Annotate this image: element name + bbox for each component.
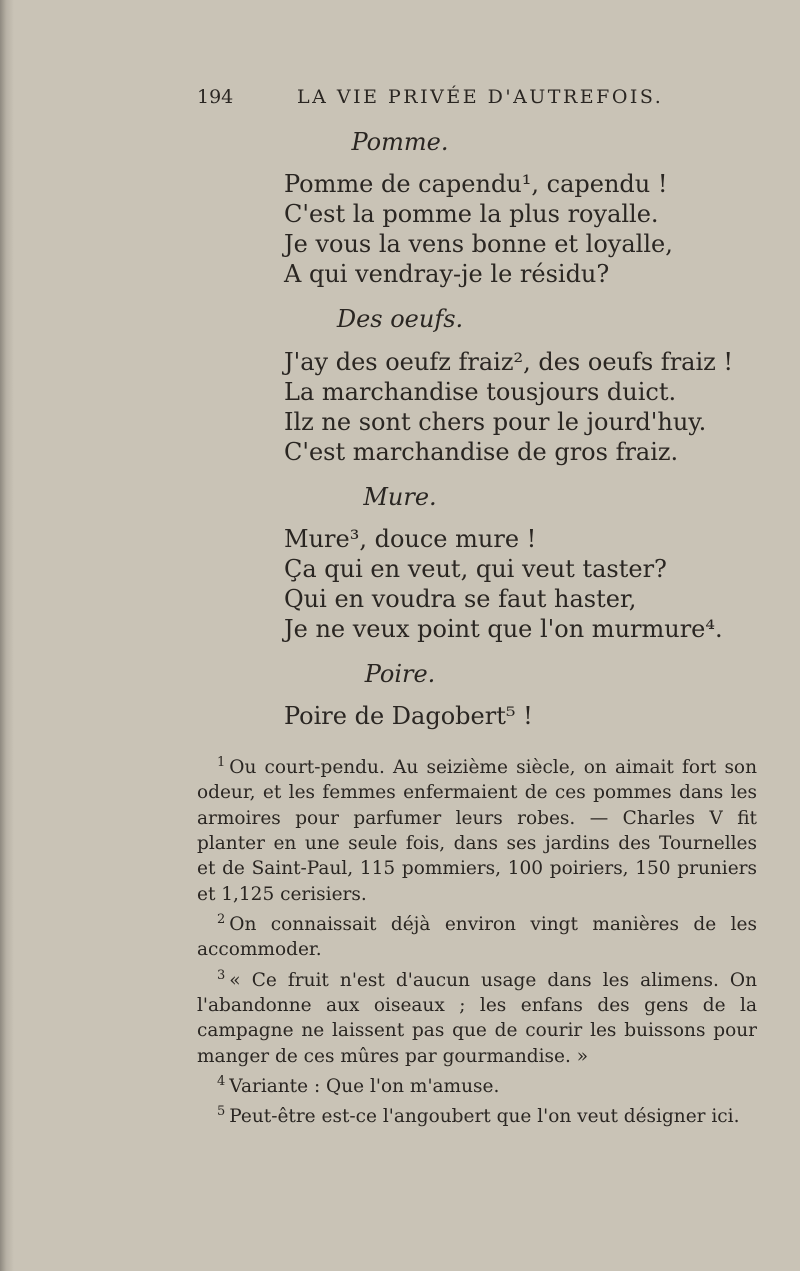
footnote-number: 5 [217, 1104, 226, 1120]
poem-title-pomme: Pomme. [351, 128, 449, 156]
footnote-text: Variante : Que l'on m'amuse. [229, 1076, 500, 1098]
footnote-text: Ou court-pendu. Au seizième siècle, on aimait fort son odeur, et les femmes enfermaient de ces pommes dans les armoires pour parfumer leurs robes. — Charles V fit planter en une seule fois, dans ses jardins des Tournelles et de Saint-Paul, 115 pommiers, 100 poiriers, 150 pruniers et 1,125 cerisiers. [197, 757, 757, 905]
page-number: 194 [197, 86, 234, 108]
poem-pomme [284, 169, 673, 289]
footnote-1 [197, 750, 757, 907]
verse-line: Pomme de capendu¹, capendu ! [284, 170, 668, 198]
running-header [197, 86, 664, 116]
footnote-5 [197, 1099, 757, 1129]
verse-line: C'est la pomme la plus royalle. [284, 200, 659, 228]
poem-oeufs [284, 347, 733, 467]
footnote-number: 4 [217, 1074, 226, 1090]
poem-title-oeufs: Des oeufs. [336, 305, 464, 333]
verse-line: Poire de Dagobert⁵ ! [284, 702, 533, 730]
footnote-4 [197, 1069, 757, 1099]
verse-line: Ça qui en veut, qui veut taster? [284, 555, 667, 583]
footnote-text: Peut-être est-ce l'angoubert que l'on veut désigner ici. [229, 1106, 740, 1128]
footnote-number: 1 [217, 755, 226, 770]
footnote-text: « Ce fruit n'est d'aucun usage dans les alimens. On l'abandonne aux oiseaux ; les enfans des gens de la campagne ne laissent pas que de courir les buissons pour manger de ces mûres par gourmandise. » [197, 969, 757, 1067]
footnote-number: 3 [217, 967, 226, 983]
footnote-number: 2 [217, 911, 226, 927]
verse-line: Qui en voudra se faut haster, [284, 585, 637, 613]
footnotes [197, 750, 757, 1130]
verse-line: La marchandise tousjours duict. [284, 378, 677, 406]
verse-line: A qui vendray-je le résidu? [284, 260, 610, 288]
running-title: LA VIE PRIVÉE D'AUTREFOIS. [297, 86, 664, 108]
poem-mure [284, 524, 723, 644]
poem-poire [284, 701, 533, 731]
book-spine-shadow [0, 0, 14, 1271]
footnote-text: On connaissait déjà environ vingt manières de les accommoder. [197, 914, 757, 961]
poem-title-mure: Mure. [363, 483, 437, 511]
verse-line: J'ay des oeufz fraiz², des oeufs fraiz ! [284, 348, 734, 376]
verse-line: Mure³, douce mure ! [284, 525, 537, 553]
footnote-3 [197, 963, 757, 1069]
verse-line: Je ne veux point que l'on murmure⁴. [284, 615, 723, 643]
verse-line: C'est marchandise de gros fraiz. [284, 438, 679, 466]
poem-title-poire: Poire. [364, 660, 436, 688]
verse-line: Je vous la vens bonne et loyalle, [284, 230, 673, 258]
verse-line: Ilz ne sont chers pour le jourd'huy. [284, 408, 707, 436]
footnote-2 [197, 907, 757, 963]
